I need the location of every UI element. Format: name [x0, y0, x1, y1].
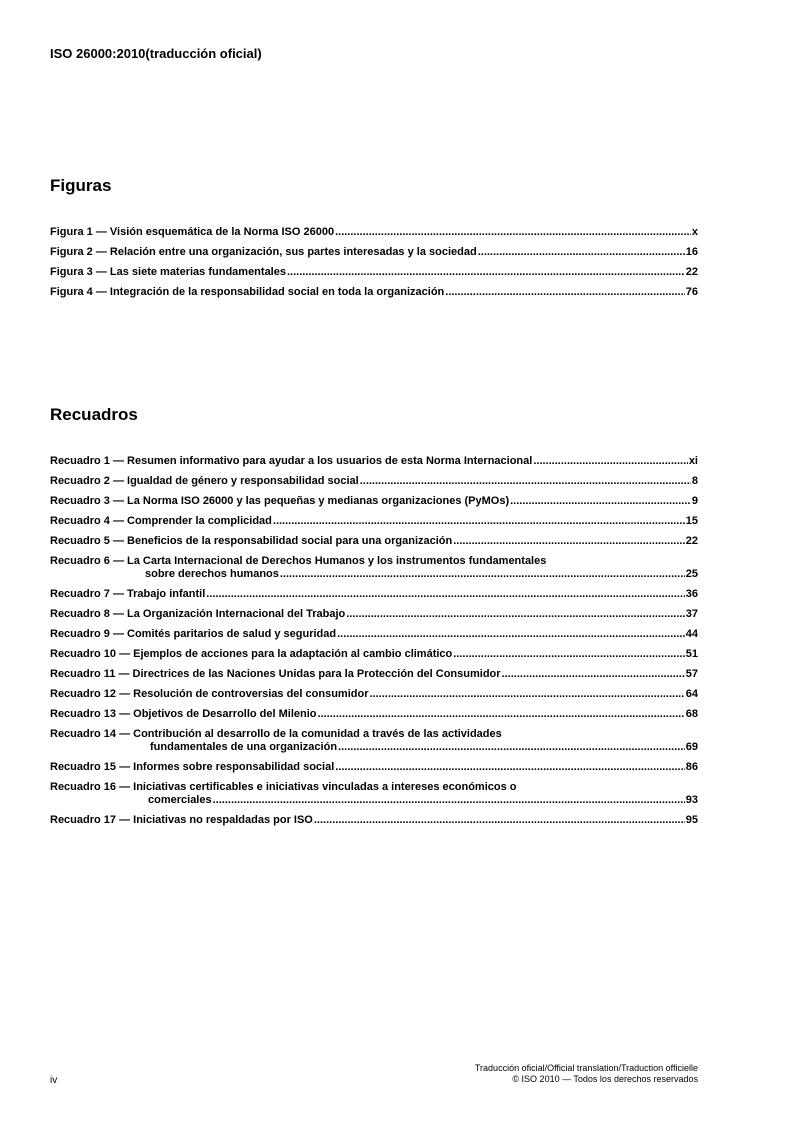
box-entry-11[interactable]: [50, 668, 698, 681]
box-entry-label: Recuadro 7 — Trabajo infantil: [50, 588, 206, 600]
leader-dots: [337, 628, 685, 641]
box-entry-page: 57: [685, 668, 698, 680]
box-entry-label: Recuadro 16 — Iniciativas certificables e iniciativas vinculadas a intereses económicos o: [50, 781, 517, 793]
figure-entry-label: Figura 4 — Integración de la responsabilidad social en toda la organización: [50, 286, 445, 298]
box-entry-page: 8: [691, 475, 698, 487]
leader-dots: [206, 588, 684, 601]
box-entry-4[interactable]: [50, 515, 698, 528]
box-entry-page: 25: [685, 568, 698, 580]
box-entry-label: Recuadro 6 — La Carta Internacional de Derechos Humanos y los instrumentos fundamentales: [50, 555, 547, 567]
leader-dots: [346, 608, 685, 621]
box-entry-label: Recuadro 4 — Comprender la complicidad: [50, 515, 272, 527]
box-entry-page: 68: [685, 708, 698, 720]
box-entry-label: Recuadro 9 — Comités paritarios de salud y seguridad: [50, 628, 337, 640]
box-entry-page: 64: [685, 688, 698, 700]
leader-dots: [280, 568, 685, 581]
boxes-heading: Recuadros: [50, 405, 138, 424]
figures-heading: Figuras: [50, 176, 112, 195]
leader-dots: [502, 668, 685, 681]
leader-dots: [314, 814, 685, 827]
boxes-list: [50, 455, 698, 827]
figure-entry-2[interactable]: [50, 246, 698, 259]
leader-dots: [510, 495, 691, 508]
box-entry-label: Recuadro 10 — Ejemplos de acciones para la adaptación al cambio climático: [50, 648, 453, 660]
leader-dots: [318, 708, 685, 721]
box-entry-7[interactable]: [50, 588, 698, 601]
translation-note: Traducción oficial/Official translation/Traduction officielle: [474, 1063, 698, 1073]
box-entry-label-continued: fundamentales de una organización: [150, 741, 338, 753]
leader-dots: [533, 455, 687, 468]
box-entry-label-continued: comerciales: [148, 794, 212, 806]
box-entry-12[interactable]: [50, 688, 698, 701]
box-entry-8[interactable]: [50, 608, 698, 621]
box-entry-16[interactable]: [50, 781, 698, 807]
box-entry-label: Recuadro 13 — Objetivos de Desarrollo del Milenio: [50, 708, 317, 720]
box-entry-14[interactable]: [50, 728, 698, 754]
box-entry-page: 44: [685, 628, 698, 640]
box-entry-label: Recuadro 5 — Beneficios de la responsabilidad social para una organización: [50, 535, 453, 547]
box-entry-label: Recuadro 11 — Directrices de las Naciones Unidas para la Protección del Consumidor: [50, 668, 501, 680]
document-header-title: ISO 26000:2010(traducción oficial): [50, 46, 262, 61]
leader-dots: [213, 794, 685, 807]
figure-entry-3[interactable]: [50, 266, 698, 279]
figure-entry-1[interactable]: [50, 226, 698, 239]
box-entry-10[interactable]: [50, 648, 698, 661]
box-entry-17[interactable]: [50, 814, 698, 827]
footer-note: [475, 1063, 698, 1085]
box-entry-page: 37: [685, 608, 698, 620]
box-entry-1[interactable]: [50, 455, 698, 468]
box-entry-9[interactable]: [50, 628, 698, 641]
box-entry-15[interactable]: [50, 761, 698, 774]
box-entry-page: 86: [685, 761, 698, 773]
box-entry-label: Recuadro 14 — Contribución al desarrollo de la comunidad a través de las actividades: [50, 728, 502, 740]
leader-dots: [335, 226, 691, 239]
box-entry-page: 22: [685, 535, 698, 547]
figures-list: [50, 226, 698, 299]
figure-entry-label: Figura 3 — Las siete materias fundamentales: [50, 266, 286, 278]
leader-dots: [478, 246, 685, 259]
box-entry-label: Recuadro 2 — Igualdad de género y responsabilidad social: [50, 475, 359, 487]
box-entry-page: 36: [685, 588, 698, 600]
box-entry-label-continued: sobre derechos humanos: [145, 568, 279, 580]
box-entry-6[interactable]: [50, 555, 698, 581]
leader-dots: [453, 535, 685, 548]
leader-dots: [273, 515, 685, 528]
figure-entry-page: 16: [685, 246, 698, 258]
figure-entry-page: x: [691, 226, 698, 238]
leader-dots: [335, 761, 684, 774]
box-entry-page: 15: [685, 515, 698, 527]
box-entry-page: 69: [685, 741, 698, 753]
box-entry-page: 93: [685, 794, 698, 806]
box-entry-page: 95: [685, 814, 698, 826]
page-number: iv: [50, 1075, 58, 1086]
box-entry-13[interactable]: [50, 708, 698, 721]
leader-dots: [445, 286, 684, 299]
box-entry-2[interactable]: [50, 475, 698, 488]
box-entry-label: Recuadro 8 — La Organización Internacional del Trabajo: [50, 608, 346, 620]
figure-entry-label: Figura 2 — Relación entre una organización, sus partes interesadas y la sociedad: [50, 246, 477, 258]
box-entry-label: Recuadro 1 — Resumen informativo para ayudar a los usuarios de esta Norma Internacional: [50, 455, 533, 467]
box-entry-page: 51: [685, 648, 698, 660]
box-entry-label: Recuadro 3 — La Norma ISO 26000 y las pequeñas y medianas organizaciones (PyMOs): [50, 495, 510, 507]
box-entry-3[interactable]: [50, 495, 698, 508]
box-entry-5[interactable]: [50, 535, 698, 548]
box-entry-page: 9: [691, 495, 698, 507]
leader-dots: [360, 475, 691, 488]
copyright-notice: © ISO 2010 — Todos los derechos reservados: [512, 1074, 698, 1084]
figure-entry-4[interactable]: [50, 286, 698, 299]
figure-entry-label: Figura 1 — Visión esquemática de la Norma ISO 26000: [50, 226, 335, 238]
figure-entry-page: 22: [685, 266, 698, 278]
leader-dots: [369, 688, 684, 701]
box-entry-label: Recuadro 17 — Iniciativas no respaldadas por ISO: [50, 814, 313, 826]
box-entry-label: Recuadro 15 — Informes sobre responsabilidad social: [50, 761, 335, 773]
box-entry-label: Recuadro 12 — Resolución de controversias del consumidor: [50, 688, 369, 700]
box-entry-page: xi: [688, 455, 698, 467]
figure-entry-page: 76: [685, 286, 698, 298]
leader-dots: [453, 648, 684, 661]
leader-dots: [338, 741, 685, 754]
leader-dots: [287, 266, 685, 279]
